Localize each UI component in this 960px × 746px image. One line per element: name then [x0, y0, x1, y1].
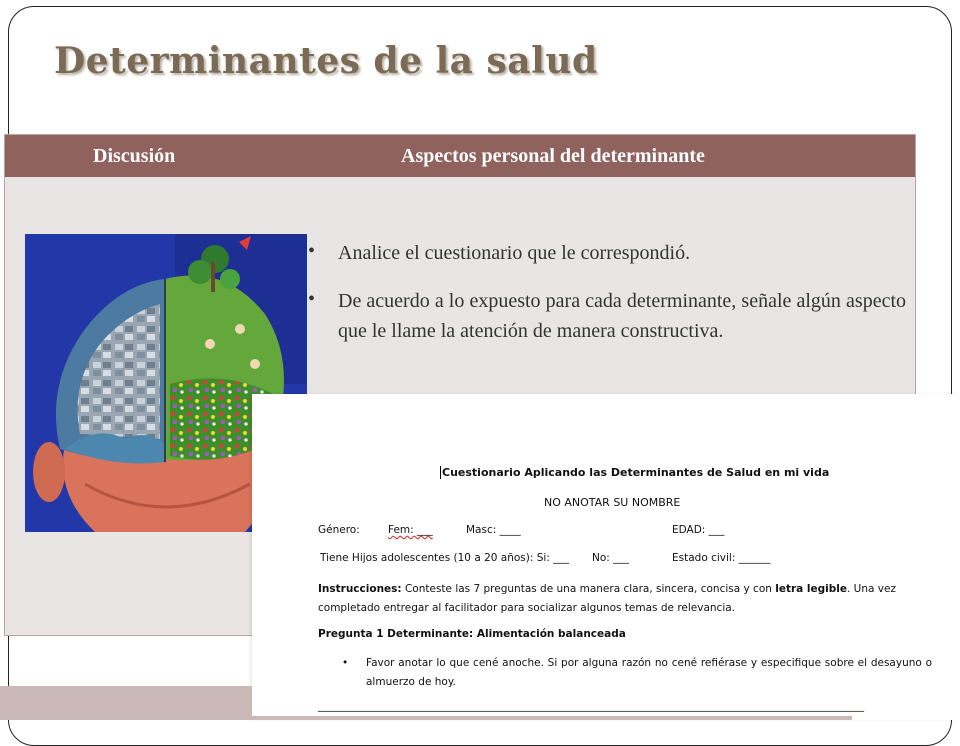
instr-text-end: . Una vez completado entregar al facilitador para socializar algunos temas de relevancia. [318, 583, 896, 614]
bullet-item: • Analice el cuestionario que le correspondió. [306, 238, 906, 268]
header-discusion: Discusión [93, 145, 176, 167]
table-header [5, 135, 915, 177]
answer-line: ________________________________________________________________________________________________________ [318, 700, 864, 712]
estado-civil-field: Estado civil: ______ [672, 552, 771, 564]
slide-title: Determinantes de la salud [54, 40, 598, 82]
bullet-item: • De acuerdo a lo expuesto para cada determinante, señale algún aspecto que le llame la atención de manera constructiva. [306, 286, 906, 346]
header-aspectos: Aspectos personal del determinante [401, 145, 705, 167]
footer-band-strip [252, 716, 852, 720]
question-1-title: Pregunta 1 Determinante: Alimentación balanceada [318, 628, 626, 640]
instruction-bullets [306, 238, 906, 364]
doc-subtitle: NO ANOTAR SU NOMBRE [544, 496, 681, 509]
doc-title: Cuestionario Aplicando las Determinantes de Salud en mi vida [442, 466, 830, 479]
questionnaire-document [252, 394, 960, 720]
footer-band [0, 686, 252, 720]
doc-instructions [318, 580, 908, 618]
instr-text: Conteste las 7 preguntas de una manera clara, sincera, concisa y con [401, 583, 776, 595]
fem-field: Fem: ___ [388, 524, 433, 536]
masc-field: Masc: ____ [466, 524, 521, 536]
edad-field: EDAD: ___ [672, 524, 725, 536]
genero-label: Género: [318, 524, 360, 536]
instr-bold: letra legible [775, 583, 847, 595]
instr-label: Instrucciones: [318, 583, 402, 595]
no-field: No: ___ [592, 552, 629, 564]
hijos-field: Tiene Hijos adolescentes (10 a 20 años): Si: ___ [320, 552, 569, 564]
question-1-bullet: • Favor anotar lo que cené anoche. Si por alguna razón no cené refiérase y especifique sobre el desayuno o almuerzo de hoy. [342, 654, 932, 692]
